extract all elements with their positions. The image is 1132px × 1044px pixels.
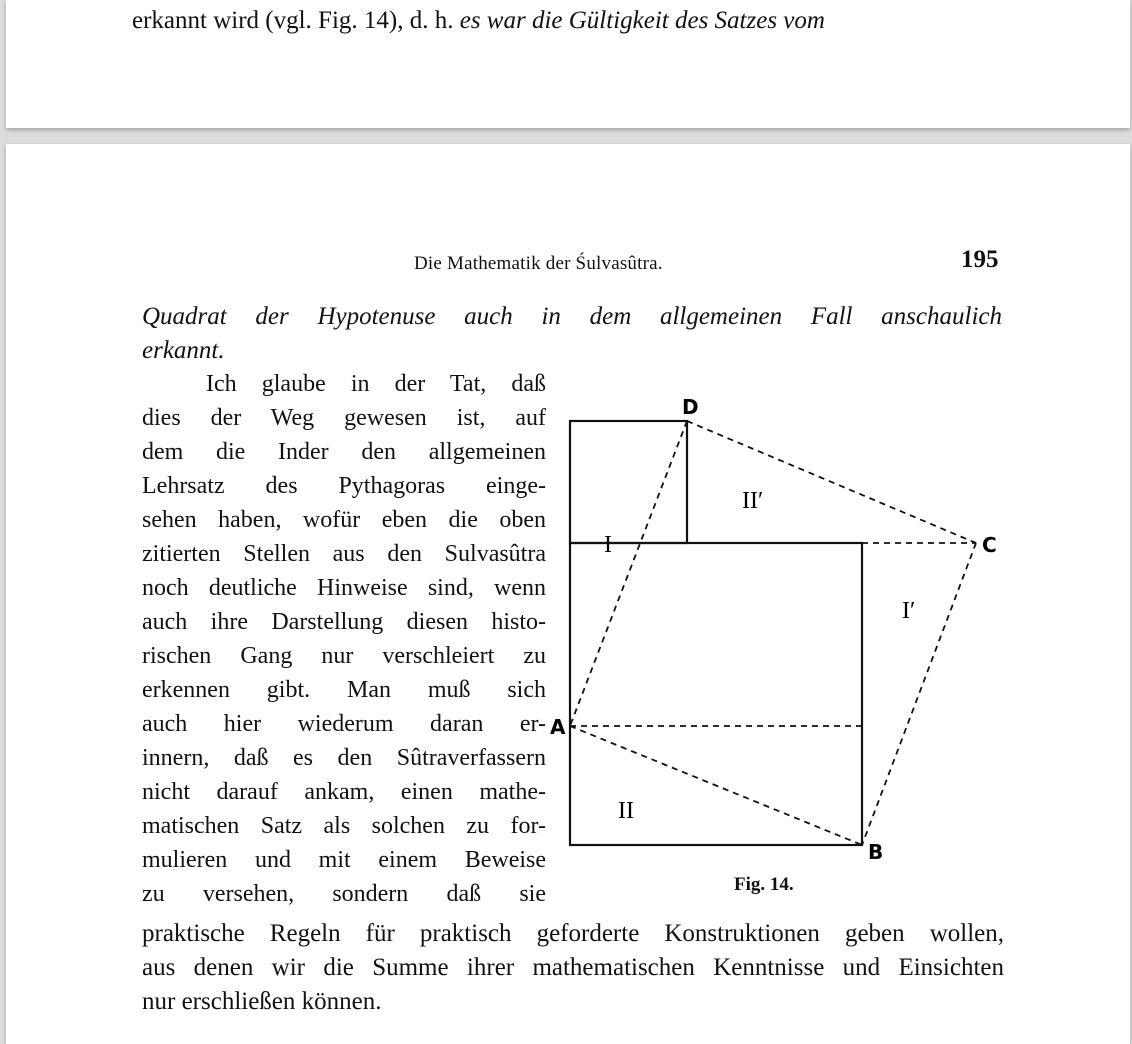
text-line: Ich glaube in der Tat, daß bbox=[206, 371, 546, 397]
region-label-I: I bbox=[604, 532, 612, 558]
text-line: praktische Regeln für praktisch geforderte Konstruktionen geben wollen, bbox=[142, 920, 1004, 947]
italic-line-2: erkannt. bbox=[142, 337, 225, 364]
text-line: erkennen gibt. Man muß sich bbox=[142, 677, 546, 703]
region-label-II-prime: II′ bbox=[742, 488, 764, 514]
current-page bbox=[6, 144, 1130, 1044]
line-DA bbox=[570, 421, 687, 726]
text-line: aus denen wir die Summe ihrer mathematischen Kenntnisse und Einsichten bbox=[142, 954, 1004, 981]
text-line: auch hier wiederum daran er- bbox=[142, 711, 546, 737]
italic-line-1: Quadrat der Hypotenuse auch in dem allgemeinen Fall anschaulich bbox=[142, 303, 1002, 330]
text-line: matischen Satz als solchen zu for- bbox=[142, 813, 546, 839]
text-line: auch ihre Darstellung diesen histo- bbox=[142, 609, 546, 635]
region-label-II: II bbox=[618, 798, 634, 824]
line-CB bbox=[862, 543, 976, 845]
text-line: rischen Gang nur verschleiert zu bbox=[142, 643, 546, 669]
text-line: innern, daß es den Sûtraverfassern bbox=[142, 745, 546, 771]
line-DC bbox=[687, 421, 976, 543]
bottom-paragraph bbox=[142, 917, 1004, 1019]
point-label-B: B bbox=[868, 840, 884, 864]
point-label-A: A bbox=[550, 715, 566, 739]
line-AB bbox=[570, 726, 862, 845]
text-line: zitierten Stellen aus den Sulvasûtra bbox=[142, 541, 546, 567]
small-square bbox=[570, 421, 687, 543]
previous-page bbox=[6, 0, 1130, 128]
text-line: nur erschließen können. bbox=[142, 988, 382, 1015]
dashed-lines bbox=[570, 421, 976, 845]
text-line: mulieren und mit einem Beweise bbox=[142, 847, 546, 873]
running-head: Die Mathematik der Śulvasûtra. bbox=[414, 253, 663, 274]
region-label-I-prime: I′ bbox=[902, 598, 916, 624]
text-line: sehen haben, wofür eben die oben bbox=[142, 507, 546, 533]
figure-14 bbox=[546, 388, 1016, 872]
text-line: Lehrsatz des Pythagoras einge- bbox=[142, 473, 546, 499]
point-label-C: C bbox=[982, 533, 997, 557]
point-label-D: D bbox=[682, 395, 699, 419]
geometry-diagram bbox=[546, 388, 1016, 868]
text-line: dem die Inder den allgemeinen bbox=[142, 439, 546, 465]
large-square bbox=[570, 543, 862, 845]
left-column-text bbox=[142, 367, 546, 911]
text-line: nicht darauf ankam, einen mathe- bbox=[142, 779, 546, 805]
top-line-plain: erkannt wird (vgl. Fig. 14), d. h. bbox=[132, 7, 460, 34]
text-line: zu versehen, sondern daß sie bbox=[142, 881, 546, 907]
text-line: noch deutliche Hinweise sind, wenn bbox=[142, 575, 546, 601]
italic-paragraph bbox=[142, 300, 1002, 368]
figure-caption: Fig. 14. bbox=[734, 874, 794, 895]
top-text-line bbox=[132, 4, 825, 38]
solid-lines bbox=[570, 421, 862, 845]
page-number: 195 bbox=[961, 246, 999, 273]
top-line-italic: es war die Gültigkeit des Satzes vom bbox=[459, 7, 825, 34]
text-line: dies der Weg gewesen ist, auf bbox=[142, 405, 546, 431]
